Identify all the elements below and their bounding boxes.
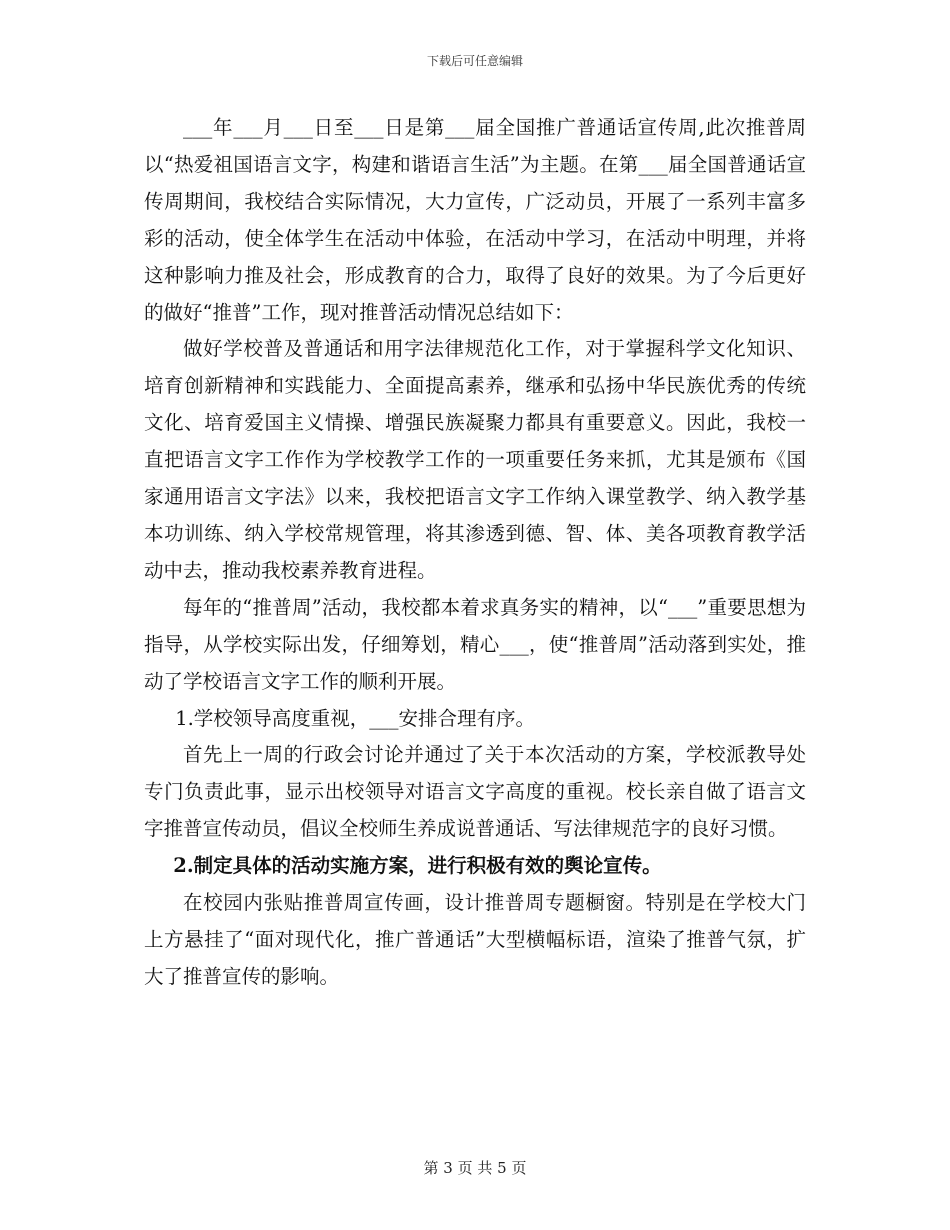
section-1-heading: 1.学校领导高度重视，___安排合理有序。 [175, 706, 536, 730]
intro-paragraph: ___年___月___日至___日是第___届全国推广普通话宣传周,此次推普周以“热爱祖国语言文字，构建和谐语言生活”为主题。在第___届全国普通话宣传周期间，我校结合实际情况，大力宣传，广泛动员，开展了一系列丰富多彩的活动，使全体学生在活动中体验，在活动中学习，在活动中明理，并将这种影响力推及社会，形成教育的合力，取得了良好的效果。为了今后更好的做好“推普”工作，现对推普活动情况总结如下： [144, 116, 806, 324]
page-header: 下载后可任意编辑 [426, 54, 523, 68]
section-1-paragraph: 首先上一周的行政会讨论并通过了关于本次活动的方案，学校派教导处专门负责此事，显示出校领导对语言文字高度的重视。校长亲自做了语言文字推普宣传动员，倡议全校师生养成说普通话、写法律规范字的良好习惯。 [144, 743, 806, 841]
document-body [144, 110, 806, 996]
section-2-paragraph: 在校园内张贴推普周宣传画，设计推普周专题橱窗。特别是在学校大门上方悬挂了“面对现代化，推广普通话”大型横幅标语，渲染了推普气氛，扩大了推普宣传的影响。 [144, 891, 806, 988]
page-number: 第 3 页 共 5 页 [423, 1159, 527, 1177]
significance-paragraph: 做好学校普及普通话和用字法律规范化工作，对于掌握科学文化知识、培育创新精神和实践能力、全面提高素养，继承和弘扬中华民族优秀的传统文化、培育爱国主义情操、增强民族凝聚力都具有重要意义。因此，我校一直把语言文字工作作为学校教学工作的一项重要任务来抓，尤其是颁布《国家通用语言文字法》以来，我校把语言文字工作纳入课堂教学、纳入教学基本功训练、纳入学校常规管理，将其渗透到德、智、体、美各项教育教学活动中去，推动我校素养教育进程。 [144, 337, 806, 582]
section-2-heading: 2.制定具体的活动实施方案，进行积极有效的舆论宣传。 [173, 854, 662, 878]
guidance-paragraph: 每年的“推普周”活动，我校都本着求真务实的精神，以“___”重要思想为指导，从学校实际出发，仔细筹划，精心___，使“推普周”活动落到实处，推动了学校语言文字工作的顺利开展。 [144, 595, 806, 693]
